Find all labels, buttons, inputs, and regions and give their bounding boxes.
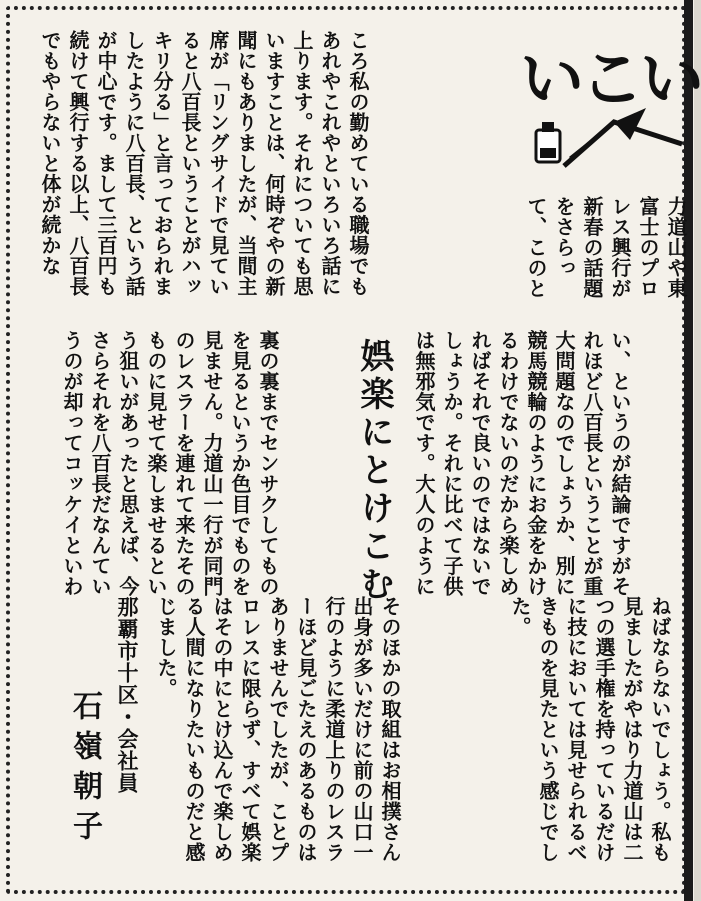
body-column-5: ねばならないでしょう。私も 見ましたがやはり力道山は二 つの選手権を持っているだけ に技においては見せられるべ きものを見たという感じでし た。 xyxy=(508,596,672,863)
page-edge xyxy=(694,0,701,901)
quill-pen-icon xyxy=(560,100,684,170)
body-column-4: 裏の裏までセンサクしてもの を見るというか色目でものを 見ません。力道山一行が同門 のレスラーを連れて来たその ものに見せて楽しませるとい う狙いがあったと思えば、今 さらそれを八百長だなんてい うのが却ってコッケイといわ xyxy=(60,330,280,597)
body-column-2: ころ私の勤めている職場でも あれやこれやといろいろ話に 上ります。それについても思 いますことは、何時ぞやの新 聞にもありましたが、当間主 席が「リングサイドで見てい ると八百長ということがハッ キリ分る」と言っておられま したように八百長、という話 が中心です。まして三百円も 続けて興行する以上、八百長 でもやらないと体が続かな xyxy=(38,30,370,297)
author-name: 石嶺朝子 xyxy=(67,690,102,850)
body-column-6: そのほかの取組はお相撲さん 出身が多いだけに前の山口一 行のように柔道上りのレスラ ーほど見ごたえのあるものは ありませんでしたが、ことプ ロレスに限らず、すべて娯楽 はその中にとけ込んで楽しめ る人間になりたいものだと感 じました。 xyxy=(154,596,402,863)
author-address: 那覇市十区・会社員 xyxy=(115,596,139,794)
body-column-3: い、というのが結論ですがそ れほど八百長ということが重 大問題なのでしょうか、別に 競馬競輪のようにお金をかけ るわけでないのだから楽しめ ればそれで良いのではないで しょうか。それに比べて子供 は無邪気です。大人のように xyxy=(412,330,632,597)
subheading: 娯楽にとけこむ xyxy=(354,338,394,604)
column-title: いこい xyxy=(520,42,700,117)
body-column-1: 力道山や東 富士のプロ レス興行が 新春の話題 をさらっ て、このと xyxy=(524,196,688,299)
column-rule xyxy=(684,0,693,901)
